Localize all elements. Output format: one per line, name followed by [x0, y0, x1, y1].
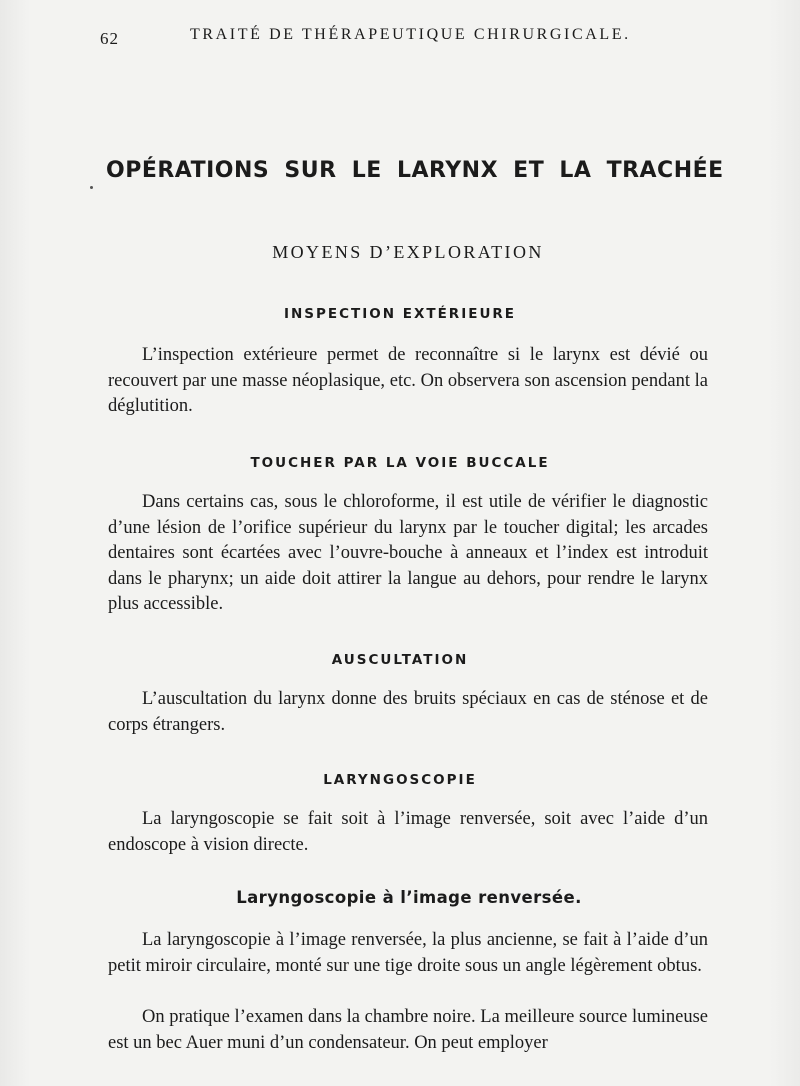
- heading-toucher-voie-buccale: TOUCHER PAR LA VOIE BUCCALE: [250, 455, 550, 471]
- heading-laryngoscopie: LARYNGOSCOPIE: [323, 772, 477, 788]
- paragraph-image-renversee-2: On pratique l’examen dans la chambre noire. La meilleure source lumineuse est un bec Auer muni d’un condensateur. On peut employer: [108, 1007, 708, 1053]
- running-head: [100, 24, 631, 48]
- running-title: TRAITÉ DE THÉRAPEUTIQUE CHIRURGICALE.: [190, 26, 631, 43]
- chapter-title: OPÉRATIONS SUR LE LARYNX ET LA TRACHÉE: [106, 158, 724, 183]
- heading-auscultation: AUSCULTATION: [331, 652, 469, 668]
- paragraph-laryngoscopie: La laryngoscopie se fait soit à l’image renversée, soit avec l’aide d’un endoscope à vision directe.: [108, 809, 708, 855]
- paragraph-inspection-exterieure: L’inspection extérieure permet de reconnaître si le larynx est dévié ou recouvert par une masse néoplasique, etc. On observera son ascension pendant la déglutition.: [108, 345, 708, 417]
- paragraph-image-renversee-1: La laryngoscopie à l’image renversée, la plus ancienne, se fait à l’aide d’un petit miroir circulaire, monté sur une tige droite sous un angle légèrement obtus.: [108, 930, 708, 976]
- page-number: 62: [100, 29, 119, 48]
- paragraph-toucher-voie-buccale: Dans certains cas, sous le chloroforme, il est utile de vérifier le diagnostic d’une lésion de l’orifice supérieur du larynx par le toucher digital; les arcades dentaires sont écartées avec l’ouvre-bouche à anneaux et l’index est introduit dans le pharynx; un aide doit attirer la langue au dehors, pour rendre le larynx plus accessible.: [108, 492, 708, 615]
- heading-inspection-exterieure: INSPECTION EXTÉRIEURE: [283, 306, 517, 322]
- section-title: MOYENS D’EXPLORATION: [272, 242, 544, 262]
- print-speck: [90, 186, 93, 189]
- paragraph-auscultation: L’auscultation du larynx donne des bruits spéciaux en cas de sténose et de corps étrangers.: [108, 689, 708, 735]
- subheading-image-renversee: Laryngoscopie à l’image renversée.: [236, 888, 582, 907]
